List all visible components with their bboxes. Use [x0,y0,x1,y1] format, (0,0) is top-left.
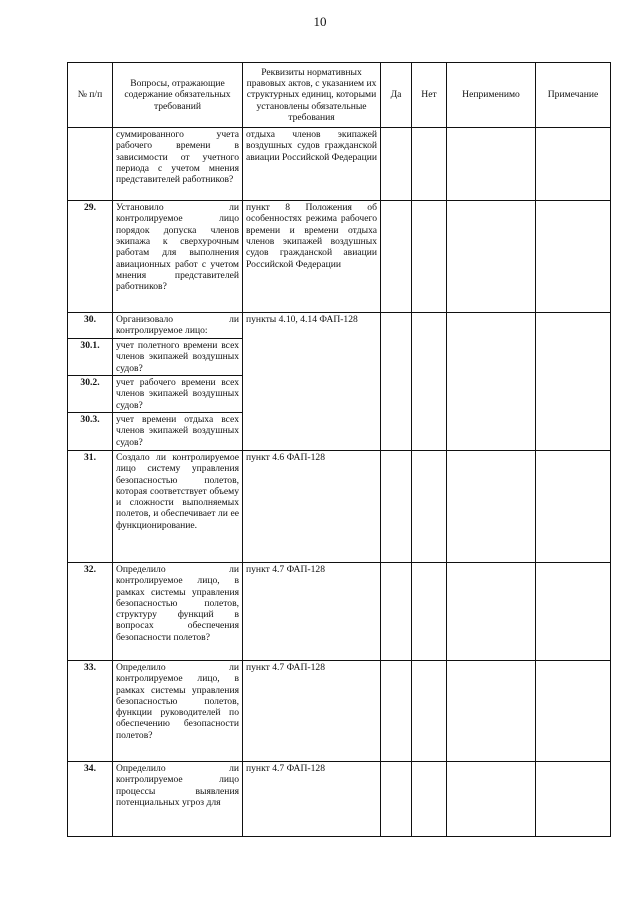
row-requisites: пункт 4.7 ФАП-128 [243,562,381,660]
cell-not-applicable[interactable] [447,660,536,761]
header-not-applicable: Неприменимо [447,63,536,128]
cell-note[interactable] [536,450,611,562]
row-question: Создало ли контролируемое лицо систему управления безопасностью полетов, которая соответствует объему и сложности выполняемых полетов, и обеспечивает ли ее функционирование. [113,450,243,562]
row-question: Установило ли контролируемое лицо порядок допуска членов экипажа к сверхурочным работам для выполнения авиационных работ с учетом мнения представителей работников? [113,201,243,313]
table-row [68,761,611,836]
cell-yes[interactable] [381,450,412,562]
row-question: учет рабочего времени всех членов экипажей воздушных судов? [113,375,243,412]
row-requisites: пункт 4.7 ФАП-128 [243,761,381,836]
header-requisites: Реквизиты нормативных правовых актов, с указанием их структурных единиц, которыми установлены обязательные требования [243,63,381,128]
row-number: 32. [68,562,113,660]
table-row [68,201,611,313]
table-row [68,562,611,660]
row-number: 30.2. [68,375,113,412]
cell-yes[interactable] [381,313,412,451]
row-number: 30.3. [68,412,113,450]
row-requisites: пункты 4.10, 4.14 ФАП-128 [243,313,381,451]
page-number: 10 [313,14,327,29]
table-row [68,660,611,761]
cell-note[interactable] [536,128,611,201]
row-question: Организовало ли контролируемое лицо: [113,313,243,339]
cell-yes[interactable] [381,660,412,761]
cell-yes[interactable] [381,128,412,201]
table-row [68,450,611,562]
header-yes: Да [381,63,412,128]
row-number: 30.1. [68,339,113,376]
table-row [68,128,611,201]
cell-not-applicable[interactable] [447,562,536,660]
cell-no[interactable] [412,313,447,451]
cell-not-applicable[interactable] [447,201,536,313]
cell-note[interactable] [536,562,611,660]
cell-note[interactable] [536,201,611,313]
cell-no[interactable] [412,660,447,761]
row-question: Определило ли контролируемое лицо, в рамках системы управления безопасностью полетов, структуру функций в вопросах обеспечения безопасности полетов? [113,562,243,660]
cell-yes[interactable] [381,761,412,836]
row-number: 29. [68,201,113,313]
row-question: учет полетного времени всех членов экипажей воздушных судов? [113,339,243,376]
header-no: Нет [412,63,447,128]
row-requisites: пункт 4.7 ФАП-128 [243,660,381,761]
cell-yes[interactable] [381,201,412,313]
cell-not-applicable[interactable] [447,128,536,201]
cell-note[interactable] [536,761,611,836]
row-number: 31. [68,450,113,562]
cell-no[interactable] [412,761,447,836]
cell-not-applicable[interactable] [447,761,536,836]
cell-yes[interactable] [381,562,412,660]
cell-note[interactable] [536,660,611,761]
row-number [68,128,113,201]
row-number: 30. [68,313,113,339]
row-question: суммированного учета рабочего времени в зависимости от учетного периода с учетом мнения представителей работников? [113,128,243,201]
cell-no[interactable] [412,201,447,313]
table-row [68,313,611,339]
header-note: Примечание [536,63,611,128]
cell-no[interactable] [412,450,447,562]
row-question: Определило ли контролируемое лицо, в рамках системы управления безопасностью полетов, функции руководителей по обеспечению безопасности полетов? [113,660,243,761]
header-num: № п/п [68,63,113,128]
row-requisites: отдыха членов экипажей воздушных судов гражданской авиации Российской Федерации [243,128,381,201]
row-number: 34. [68,761,113,836]
checklist-table [67,62,611,837]
row-requisites: пункт 8 Положения об особенностях режима рабочего времени и времени отдыха членов экипажей воздушных судов гражданской авиации Российской Федерации [243,201,381,313]
cell-not-applicable[interactable] [447,313,536,451]
cell-note[interactable] [536,313,611,451]
cell-no[interactable] [412,562,447,660]
cell-no[interactable] [412,128,447,201]
row-number: 33. [68,660,113,761]
row-question: Определило ли контролируемое лицо процессы выявления потенциальных угроз для [113,761,243,836]
header-question: Вопросы, отражающие содержание обязательных требований [113,63,243,128]
cell-not-applicable[interactable] [447,450,536,562]
header-row [68,63,611,128]
row-question: учет времени отдыха всех членов экипажей воздушных судов? [113,412,243,450]
row-requisites: пункт 4.6 ФАП-128 [243,450,381,562]
